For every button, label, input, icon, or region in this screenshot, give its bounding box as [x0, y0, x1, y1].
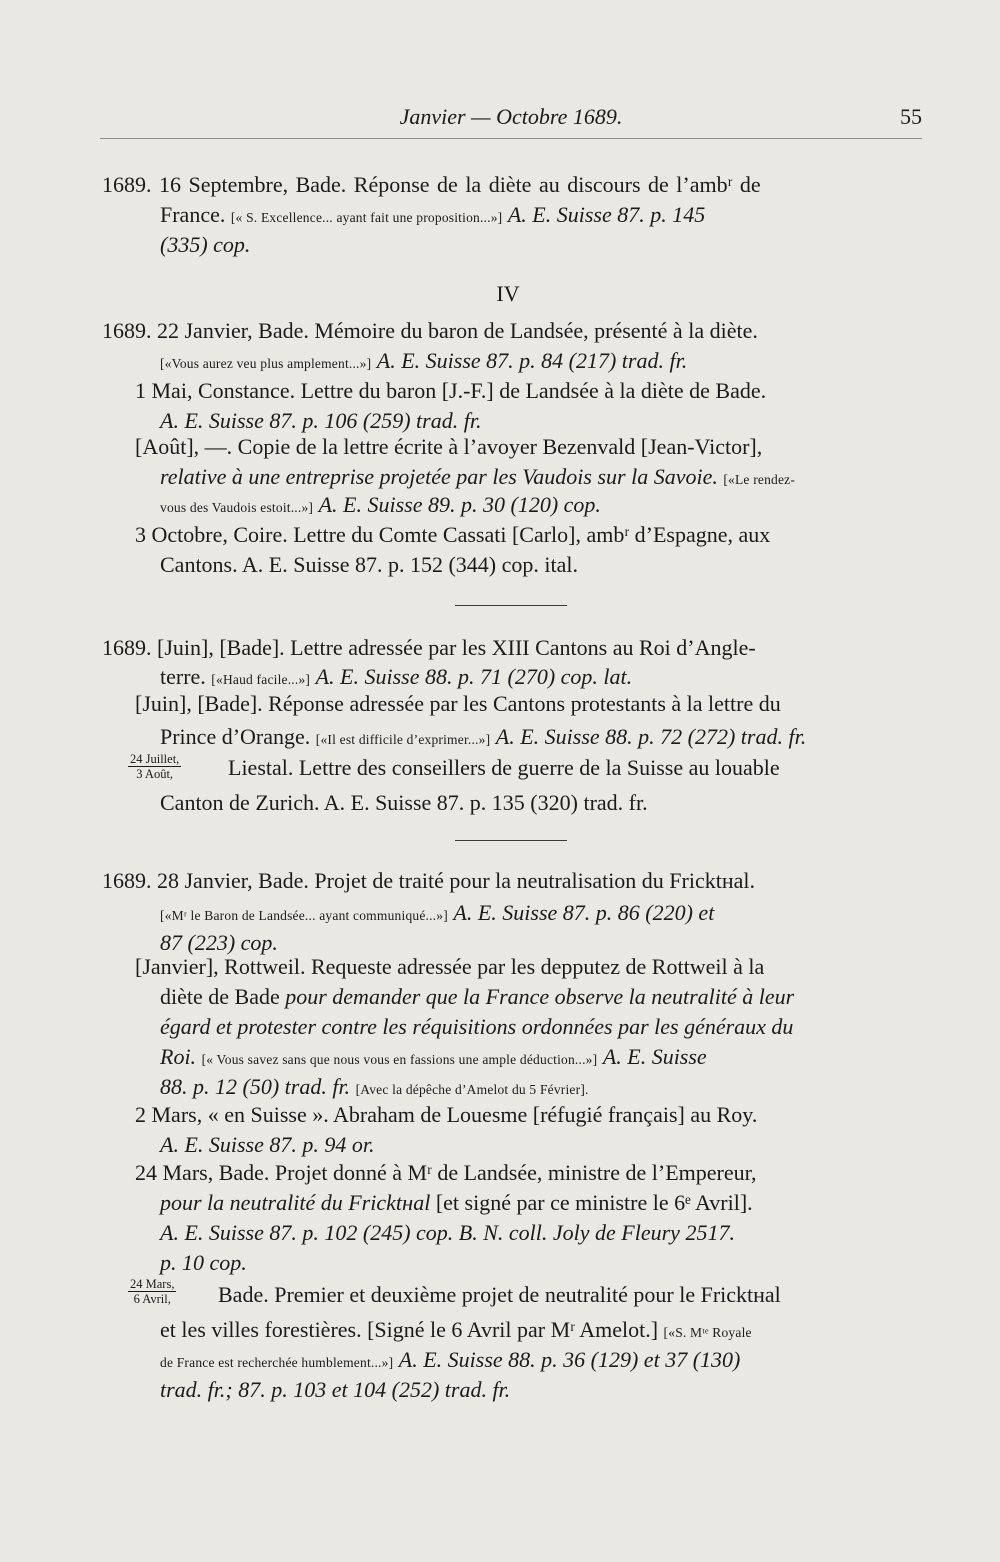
incipit: [«Mʳ le Baron de Landsée... ayant communiqué...»] — [160, 908, 448, 923]
date-numerator: 24 Mars, — [130, 1277, 175, 1291]
annotation: [Avec la dépêche d’Amelot du 5 Février]. — [355, 1082, 589, 1097]
entry-line — [160, 898, 714, 931]
incipit: [« S. Excellence... ayant fait une proposition...»] — [230, 210, 503, 225]
citation: 87 (223) cop. — [160, 930, 278, 955]
section-divider — [455, 840, 567, 841]
entry-line: Bade. Premier et deuxième projet de neutralité pour le Fricktʜal — [218, 1282, 781, 1307]
entry-line: 1689. 22 Janvier, Bade. Mémoire du baron de Landsée, présenté à la diète. — [102, 318, 758, 343]
incipit: [« Vous savez sans que nous vous en fassions une ample déduction...»] — [201, 1052, 598, 1067]
entry-line — [160, 1345, 740, 1378]
entry-text: Roi. — [160, 1044, 197, 1069]
running-title: Janvier — Octobre 1689. — [399, 104, 623, 129]
entry-line — [160, 982, 794, 1012]
entry-text: France. — [160, 202, 226, 227]
citation: (335) cop. — [160, 232, 251, 257]
incipit: [«Le rendez- — [723, 472, 796, 487]
section-numeral: IV — [496, 281, 520, 306]
citation: p. 10 cop. — [160, 1250, 247, 1275]
entry-text: terre. — [160, 664, 206, 689]
entry-line: 24 Mars, Bade. Projet donné à Mʳ de Landsée, ministre de l’Empereur, — [135, 1160, 757, 1185]
entry-text: et les villes forestières. [Signé le 6 Avril par Mʳ Amelot.] — [160, 1317, 659, 1342]
entry-text: [et signé par ce ministre le 6ᵉ Avril]. — [435, 1190, 753, 1215]
citation: A. E. Suisse 87. p. 94 or. — [160, 1132, 375, 1157]
date-denominator: 3 Août, — [136, 767, 174, 781]
entry-line: 1689. [Juin], [Bade]. Lettre adressée par les XIII Cantons au Roi d’Angle- — [102, 635, 756, 660]
entry-line: 1 Mai, Constance. Lettre du baron [J.-F.] de Landsée à la diète de Bade. — [135, 378, 767, 403]
incipit: vous des Vaudois estoit...»] — [160, 500, 314, 515]
citation: trad. fr.; 87. p. 103 et 104 (252) trad. fr. — [160, 1377, 511, 1402]
citation: A. E. Suisse 87. p. 106 (259) trad. fr. — [160, 408, 482, 433]
incipit: [«Vous aurez veu plus amplement...»] — [160, 356, 372, 371]
section-divider — [455, 605, 567, 606]
entry-line: Cantons. A. E. Suisse 87. p. 152 (344) cop. ital. — [160, 552, 578, 577]
entry-line — [160, 1188, 753, 1218]
entry-line — [160, 1042, 707, 1075]
entry-line — [160, 722, 806, 755]
citation: A. E. Suisse 87. p. 84 (217) trad. fr. — [376, 348, 688, 373]
citation: A. E. Suisse 87. p. 145 — [507, 202, 706, 227]
citation: A. E. Suisse 88. p. 71 (270) cop. lat. — [315, 664, 633, 689]
entry-text: Prince d’Orange. — [160, 724, 311, 749]
entry-line — [160, 1315, 752, 1348]
citation: A. E. Suisse 87. p. 102 (245) cop. B. N. coll. Joly de Fleury 2517. — [160, 1220, 735, 1245]
entry-line: 1689. 28 Janvier, Bade. Projet de traité pour la neutralisation du Fricktʜal. — [102, 868, 756, 893]
entry-line: Canton de Zurich. A. E. Suisse 87. p. 135 (320) trad. fr. — [160, 790, 648, 815]
entry-line — [160, 346, 687, 379]
citation: A. E. Suisse 87. p. 86 (220) et — [453, 900, 715, 925]
date-fraction — [128, 1277, 176, 1306]
entry-line: [Août], —. Copie de la lettre écrite à l’avoyer Bezenvald [Jean-Victor], — [135, 434, 763, 459]
entry-line: 2 Mars, « en Suisse ». Abraham de Louesme [réfugié français] au Roy. — [135, 1102, 758, 1127]
citation: A. E. Suisse 88. p. 72 (272) trad. fr. — [495, 724, 807, 749]
entry-line: 1689. 16 Septembre, Bade. Réponse de la diète au discours de l’ambʳ de — [102, 172, 761, 197]
entry-text: relative à une entreprise projetée par les Vaudois sur la Savoie. — [160, 464, 718, 489]
date-fraction — [128, 752, 181, 781]
citation: A. E. Suisse 89. p. 30 (120) cop. — [318, 492, 601, 517]
incipit: [«Il est difficile d’exprimer...»] — [315, 732, 491, 747]
entry-line: égard et protester contre les réquisitions ordonnées par les généraux du — [160, 1014, 794, 1039]
incipit: [«S. Mᵗᵉ Royale — [663, 1325, 752, 1340]
entry-line: [Janvier], Rottweil. Requeste adressée par les depputez de Rottweil à la — [135, 954, 765, 979]
citation: A. E. Suisse 88. p. 36 (129) et 37 (130) — [398, 1347, 741, 1372]
entry-text: pour demander que la France observe la neutralité à leur — [285, 984, 795, 1009]
citation: 88. p. 12 (50) trad. fr. — [160, 1074, 351, 1099]
date-numerator: 24 Juillet, — [130, 752, 180, 766]
entry-line — [160, 490, 601, 523]
incipit: de France est recherchée humblement...»] — [160, 1355, 394, 1370]
incipit: [«Haud facile...»] — [211, 672, 311, 687]
entry-line: Liestal. Lettre des conseillers de guerre de la Suisse au louable — [228, 755, 780, 780]
entry-text: diète de Bade — [160, 984, 280, 1009]
running-head — [100, 104, 922, 139]
page-number: 55 — [900, 104, 922, 129]
entry-line — [160, 200, 705, 233]
entry-line: 3 Octobre, Coire. Lettre du Comte Cassati [Carlo], ambʳ d’Espagne, aux — [135, 522, 771, 547]
entry-text: pour la neutralité du Fricktʜal — [160, 1190, 431, 1215]
citation: A. E. Suisse — [602, 1044, 707, 1069]
entry-line: [Juin], [Bade]. Réponse adressée par les Cantons protestants à la lettre du — [135, 691, 781, 716]
date-denominator: 6 Avril, — [133, 1292, 171, 1306]
